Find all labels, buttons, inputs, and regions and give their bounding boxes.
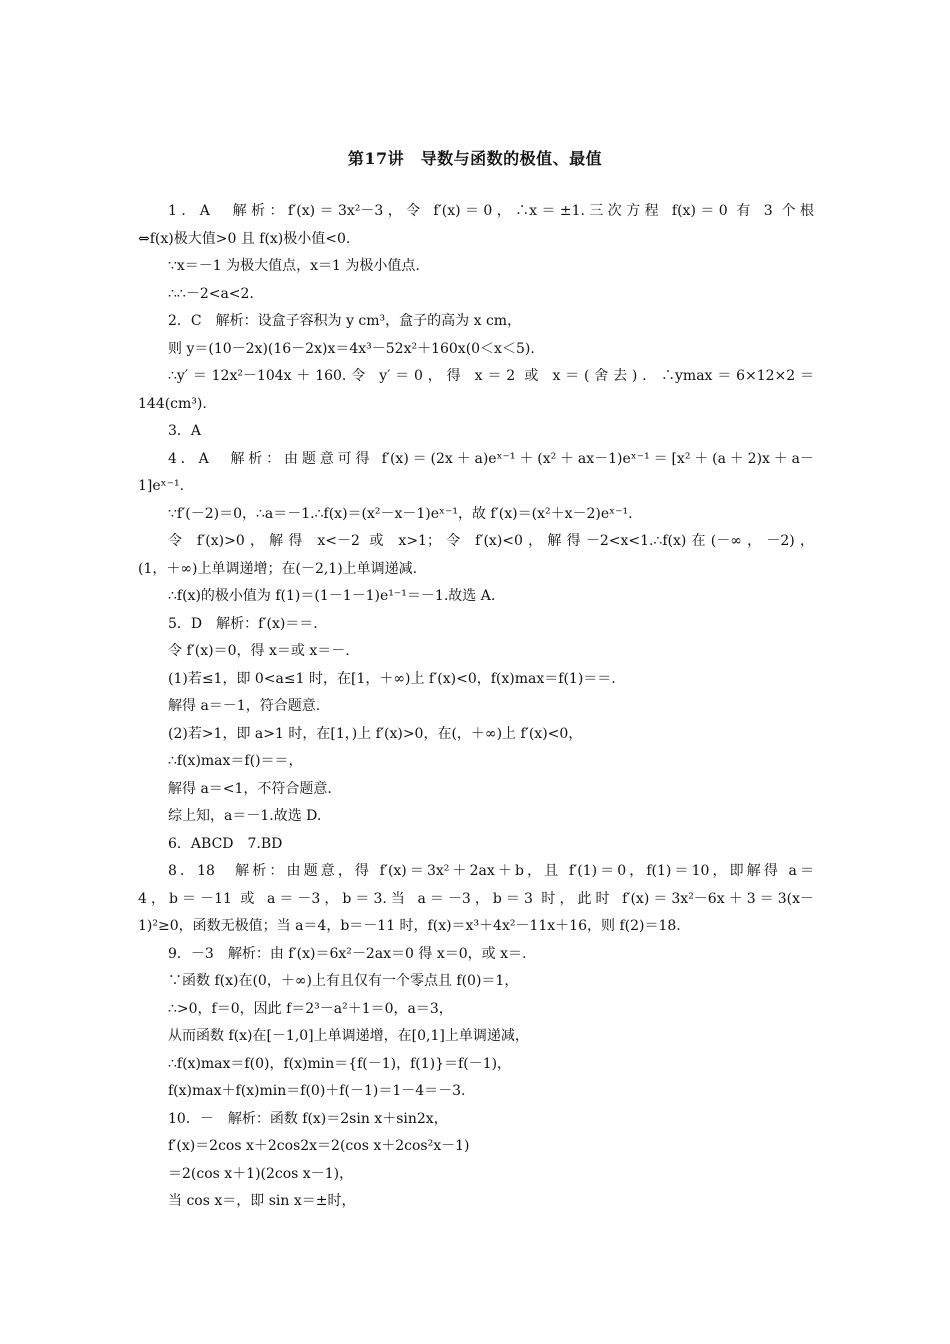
text-line: 令 f′(x)>0，解得 x<－2 或 x>1；令 f′(x)<0，解得－2<x<1.∴f(x)在(－∞，－2)， [168,533,814,549]
text-line: ∴f(x)max＝f()＝＝， [168,753,303,769]
text-line: ∵f′(－2)＝0，∴a＝－1.∴f(x)＝(x²－x－1)eˣ⁻¹，故 f′(x)＝(x²＋x－2)eˣ⁻¹. [168,505,633,522]
text-line: 当 cos x＝，即 sin x＝±时， [168,1193,356,1209]
text-line: 解得 a＝<1，不符合题意. [168,780,332,797]
text-line: 1)²≥0，函数无极值；当 a＝4，b＝－11 时，f(x)＝x³＋4x²－11x＋16，则 f(2)＝18. [138,918,681,934]
solution-text [138,198,814,1216]
text-line: ＝2(cos x＋1)(2cos x－1)， [168,1165,354,1182]
text-line: 2．C 解析：设盒子容积为 y cm³，盒子的高为 x cm， [168,313,522,329]
text-line: 144(cm³). [138,395,207,412]
text-line: 5．D 解析：f′(x)＝＝. [168,615,318,632]
text-line: ∵x＝－1 为极大值点，x＝1 为极小值点. [168,258,420,274]
text-line: ∵函数 f(x)在(0，＋∞)上有且仅有一个零点且 f(0)＝1， [168,973,519,989]
text-line: ∴>0，f＝0，因此 f＝2³－a²＋1＝0，a＝3， [168,1000,453,1017]
text-line: f′(x)＝2cos x＋2cos2x＝2(cos x＋2cos²x－1) [168,1138,470,1154]
text-line: 令 f′(x)＝0，得 x＝或 x＝－. [168,643,350,659]
text-line: (1，＋∞)上单调递增；在(－2,1)上单调递减. [138,560,418,577]
text-line: ∴f(x)max＝f(0)，f(x)min＝{f(－1)，f(1)}＝f(－1)， [168,1055,512,1072]
text-line: (1)若≤1，即 0<a≤1 时，在[1，＋∞)上 f′(x)<0，f(x)max＝f(1)＝＝. [168,670,616,687]
text-line: ∴y′＝12x²－104x＋160.令 y′＝0，得 x＝2 或 x＝(舍去)．∴ymax＝6×12×2＝ [168,368,814,384]
text-line: ∴f(x)的极小值为 f(1)＝(1－1－1)e¹⁻¹＝－1.故选 A. [168,588,496,604]
text-line: ⇔f(x)极大值>0 且 f(x)极小值<0. [138,230,351,247]
page-title: 第17讲 导数与函数的极值、最值 [347,149,603,168]
text-line: 则 y＝(10－2x)(16－2x)x＝4x³－52x²＋160x(0＜x＜5). [168,340,535,357]
text-line: 8．18 解析：由题意，得 f′(x)＝3x²＋2ax＋b，且 f′(1)＝0，f(1)＝10，即解得 a＝ [168,863,814,879]
text-line: 1]eˣ⁻¹. [138,478,185,494]
text-line: 3．A [168,423,202,439]
text-line: 综上知，a＝－1.故选 D. [168,808,322,824]
text-line: f(x)max＋f(x)min＝f(0)＋f(－1)＝1－4＝－3. [168,1083,466,1099]
text-line: 解得 a＝－1，符合题意. [168,698,321,714]
text-line: 1．A 解析：f′(x)＝3x²－3，令 f′(x)＝0，∴x＝±1.三次方程 f(x)＝0 有 3 个根 [168,203,814,219]
text-line: 4，b＝－11 或 a＝－3，b＝3.当 a＝－3，b＝3 时，此时 f′(x)＝3x²－6x＋3＝3(x－ [138,890,814,907]
text-line: 6．ABCD 7.BD [168,835,283,852]
text-line: 4．A 解析：由题意可得 f′(x)＝(2x＋a)eˣ⁻¹＋(x²＋ax－1)eˣ⁻¹＝[x²＋(a＋2)x＋a－ [168,450,814,467]
text-line: 10．－ 解析：函数 f(x)＝2sin x＋sin2x， [168,1110,448,1127]
text-line: 从而函数 f(x)在[－1,0]上单调递增，在[0,1]上单调递减， [168,1028,529,1044]
text-line: 9．－3 解析：由 f′(x)＝6x²－2ax＝0 得 x＝0，或 x＝. [168,945,527,962]
text-line: ∴∴－2<a<2. [168,285,254,302]
text-line: (2)若>1，即 a>1 时，在[1，)上 f′(x)>0，在(，＋∞)上 f′(x)<0， [168,725,583,742]
